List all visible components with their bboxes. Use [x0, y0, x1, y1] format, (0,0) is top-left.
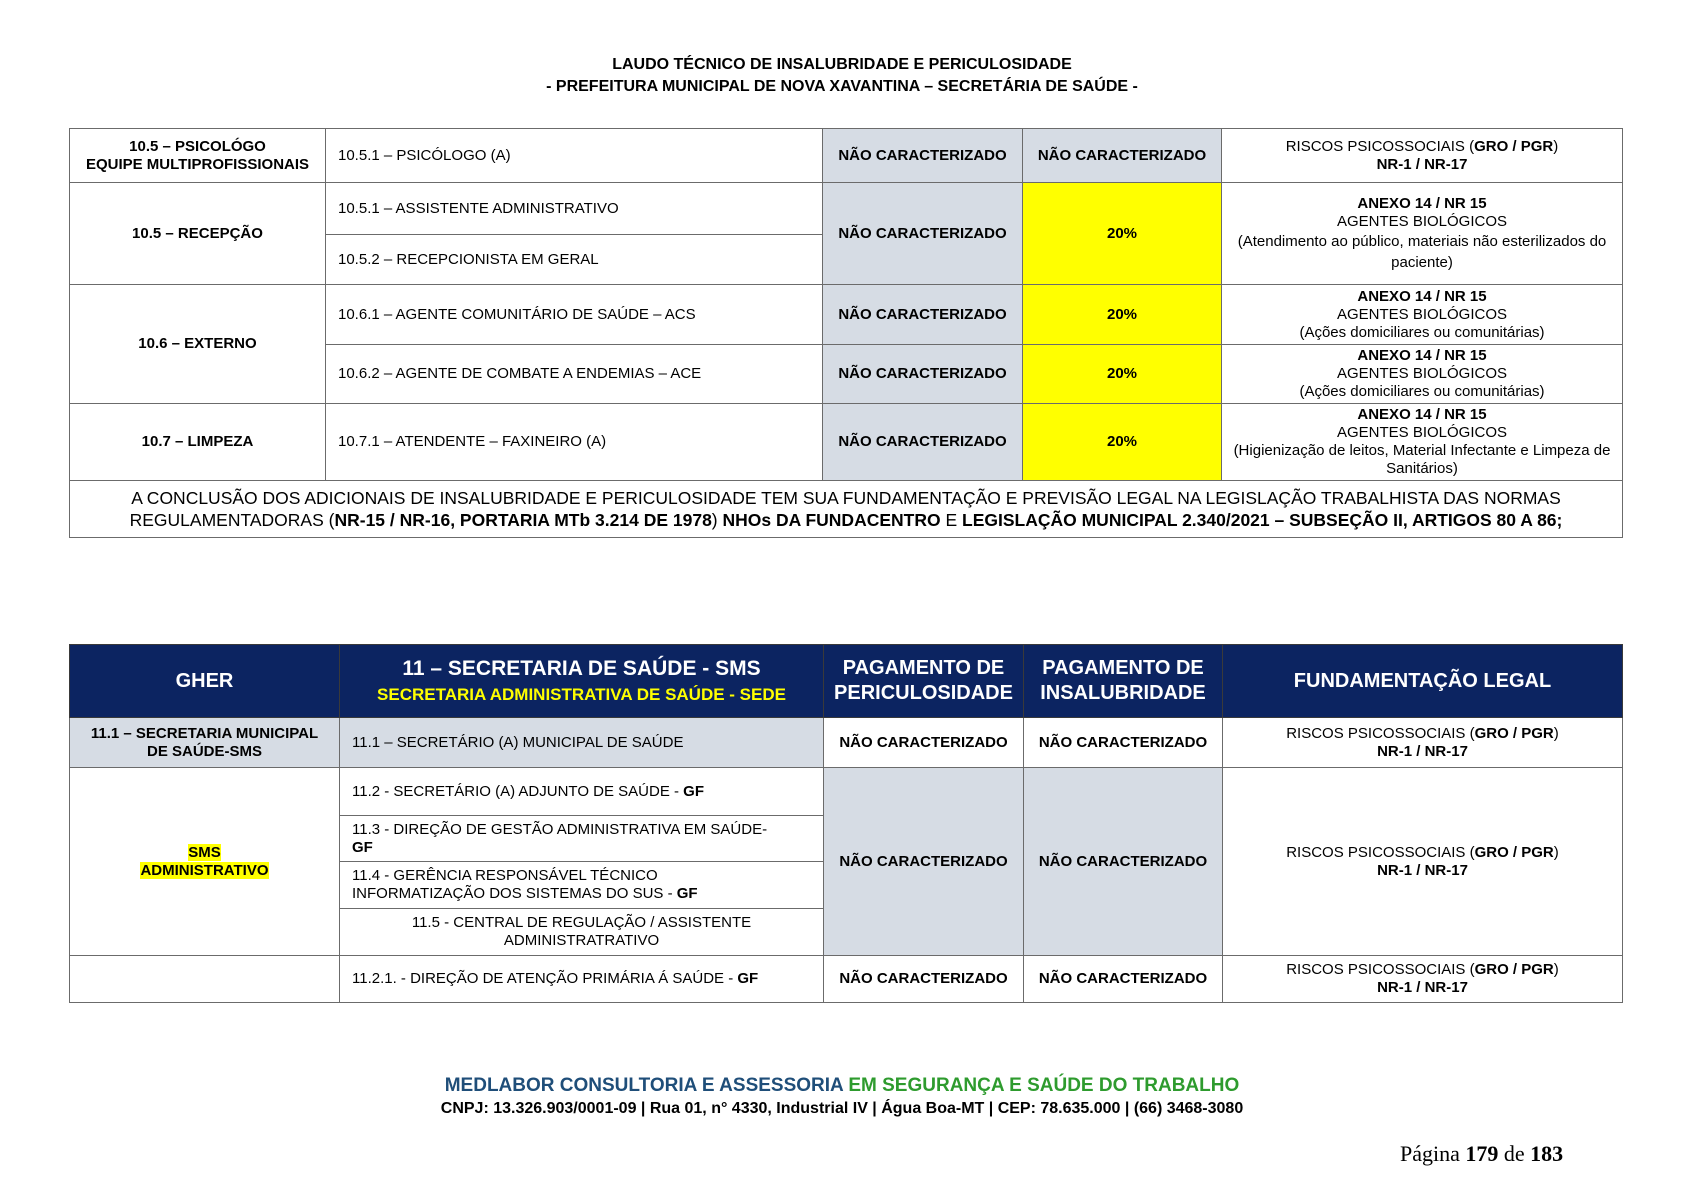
classification-table-11 [69, 644, 1623, 1003]
legal-text: ) [1553, 961, 1559, 978]
table-row [70, 129, 1623, 183]
group-cell-sms [70, 718, 340, 768]
job-cell [340, 768, 824, 816]
header-gher: GHER [70, 645, 340, 718]
table-row [70, 768, 1623, 816]
legal-text: AGENTES BIOLÓGICOS [1336, 365, 1508, 382]
job-text: INFORMATIZAÇÃO DOS SISTEMAS DO SUS - [352, 885, 677, 902]
job-text: GF [352, 838, 373, 856]
periculosidade-cell: NÃO CARACTERIZADO [823, 285, 1023, 345]
periculosidade-cell: NÃO CARACTERIZADO [823, 183, 1023, 285]
legal-text: NR-1 / NR-17 [1377, 979, 1468, 996]
legal-text: ) [1553, 843, 1559, 861]
document-subtitle: - PREFEITURA MUNICIPAL DE NOVA XAVANTINA – SECRETÁRIA DE SAÚDE - [546, 78, 1138, 95]
legal-text: GRO / PGR [1474, 137, 1554, 155]
page-number [1400, 1141, 1563, 1167]
insalubridade-cell: NÃO CARACTERIZADO [1024, 718, 1223, 768]
legal-text: (Ações domiciliares ou comunitárias) [1299, 383, 1545, 400]
job-text: GF [737, 970, 759, 987]
group-cell-externo: 10.6 – EXTERNO [70, 285, 326, 404]
conclusion-text: NR-15 / NR-16, PORTARIA MTb 3.214 DE 1978 [334, 510, 712, 530]
insalubridade-cell: 20% [1023, 345, 1222, 404]
header-label: PERICULOSIDADE [834, 682, 1013, 704]
periculosidade-cell: NÃO CARACTERIZADO [824, 718, 1024, 768]
conclusion-note [70, 481, 1623, 538]
header-periculosidade [824, 645, 1024, 718]
insalubridade-cell: 20% [1023, 285, 1222, 345]
legal-text: GRO / PGR [1474, 961, 1554, 978]
legal-text: ANEXO 14 / NR 15 [1357, 287, 1487, 305]
legal-text: GRO / PGR [1474, 843, 1554, 861]
classification-table-10 [69, 128, 1623, 538]
legal-text: GRO / PGR [1474, 724, 1554, 742]
job-cell: 11.5 - CENTRAL DE REGULAÇÃO / ASSISTENTE ADMINISTRATRATIVO [340, 909, 824, 956]
legal-text: AGENTES BIOLÓGICOS [1336, 212, 1508, 230]
group-label: SMS [188, 843, 221, 861]
header-insalubridade [1024, 645, 1223, 718]
footer-address: CNPJ: 13.326.903/0001-09 | Rua 01, n° 4330, Industrial IV | Água Boa-MT | CEP: 78.635.000 | (66) 3468-3080 [440, 1100, 1244, 1117]
group-label: ADMINISTRATIVO [140, 861, 269, 879]
legal-text: ANEXO 14 / NR 15 [1357, 406, 1487, 423]
job-text: 11.4 - GERÊNCIA RESPONSÁVEL TÉCNICO [352, 867, 658, 884]
header-secretaria [340, 645, 824, 718]
job-cell: 10.6.2 – AGENTE DE COMBATE A ENDEMIAS – ACE [326, 345, 823, 404]
conclusion-text: LEGISLAÇÃO MUNICIPAL 2.340/2021 – SUBSEÇÃO II, ARTIGOS 80 A 86; [962, 510, 1563, 530]
page-current: 179 [1465, 1141, 1499, 1166]
job-text: GF [683, 782, 705, 800]
job-text: GF [676, 885, 698, 902]
footer-company [0, 1075, 1684, 1097]
table-row [70, 481, 1623, 538]
group-label: DE SAÚDE-SMS [146, 742, 262, 760]
legal-basis-cell [1223, 768, 1623, 956]
legal-basis-cell [1222, 129, 1623, 183]
group-cell-limpeza: 10.7 – LIMPEZA [70, 404, 326, 481]
conclusion-text: A CONCLUSÃO DOS ADICIONAIS DE INSALUBRIDADE E PERICULOSIDADE TEM SUA FUNDAMENTAÇÃO E PREVISÃO LEGAL NA LEGISLAÇÃO TRABALHISTA DAS NORMAS REGULAMENTADORAS ( [129, 488, 1561, 530]
periculosidade-cell: NÃO CARACTERIZADO [823, 404, 1023, 481]
job-text: 11.2 - SECRETÁRIO (A) ADJUNTO DE SAÚDE - [352, 782, 684, 800]
table-header-row [70, 645, 1623, 718]
header-subtitle: SECRETARIA ADMINISTRATIVA DE SAÚDE - SEDE [377, 684, 786, 704]
job-cell [340, 816, 824, 862]
legal-text: (Atendimento ao público, materiais não esterilizados do paciente) [1237, 232, 1607, 271]
group-label: 10.5 – PSICOLÓGO [129, 137, 266, 155]
conclusion-text: NHOs DA FUNDACENTRO [722, 510, 941, 530]
insalubridade-cell: 20% [1023, 183, 1222, 285]
legal-text: RISCOS PSICOSSOCIAIS ( [1285, 137, 1475, 155]
job-cell [340, 956, 824, 1003]
conclusion-text: ) [711, 510, 723, 530]
conclusion-text: E [940, 510, 963, 530]
legal-text: AGENTES BIOLÓGICOS [1336, 424, 1508, 441]
footer-company-name: MEDLABOR CONSULTORIA E ASSESSORIA [444, 1075, 844, 1096]
legal-basis-cell [1223, 956, 1623, 1003]
job-cell: 10.5.2 – RECEPCIONISTA EM GERAL [326, 235, 823, 285]
periculosidade-cell: NÃO CARACTERIZADO [823, 345, 1023, 404]
header-label: PAGAMENTO DE [842, 657, 1005, 679]
group-label: 11.1 – SECRETARIA MUNICIPAL [90, 724, 319, 742]
table-row [70, 956, 1623, 1003]
page-total: 183 [1530, 1141, 1564, 1166]
job-cell: 11.1 – SECRETÁRIO (A) MUNICIPAL DE SAÚDE [340, 718, 824, 768]
job-cell: 10.6.1 – AGENTE COMUNITÁRIO DE SAÚDE – ACS [326, 285, 823, 345]
job-cell [340, 862, 824, 909]
header-fundamentacao: FUNDAMENTAÇÃO LEGAL [1223, 645, 1623, 718]
insalubridade-cell: NÃO CARACTERIZADO [1024, 956, 1223, 1003]
insalubridade-cell: NÃO CARACTERIZADO [1024, 768, 1223, 956]
header-label: PAGAMENTO DE [1042, 657, 1204, 679]
periculosidade-cell: NÃO CARACTERIZADO [824, 956, 1024, 1003]
table-row [70, 718, 1623, 768]
legal-text: RISCOS PSICOSSOCIAIS ( [1286, 843, 1475, 861]
document-title: LAUDO TÉCNICO DE INSALUBRIDADE E PERICULOSIDADE [612, 56, 1072, 73]
legal-text: AGENTES BIOLÓGICOS [1336, 305, 1508, 323]
table-row [70, 285, 1623, 345]
insalubridade-cell: 20% [1023, 404, 1222, 481]
insalubridade-cell: NÃO CARACTERIZADO [1023, 129, 1222, 183]
group-label: EQUIPE MULTIPROFISSIONAIS [85, 155, 310, 173]
legal-text: RISCOS PSICOSSOCIAIS ( [1286, 724, 1475, 742]
group-cell-empty [70, 956, 340, 1003]
job-cell: 10.7.1 – ATENDENTE – FAXINEIRO (A) [326, 404, 823, 481]
periculosidade-cell: NÃO CARACTERIZADO [824, 768, 1024, 956]
table-row [70, 404, 1623, 481]
legal-text: ANEXO 14 / NR 15 [1357, 194, 1487, 212]
header-title: 11 – SECRETARIA DE SAÚDE - SMS [402, 656, 761, 680]
table-row [70, 183, 1623, 235]
legal-basis-cell [1222, 404, 1623, 481]
job-cell: 10.5.1 – PSICÓLOGO (A) [326, 129, 823, 183]
legal-basis-cell [1222, 285, 1623, 345]
legal-basis-cell [1222, 345, 1623, 404]
footer-company-tagline: EM SEGURANÇA E SAÚDE DO TRABALHO [848, 1075, 1240, 1096]
group-cell-psicologo [70, 129, 326, 183]
header-label: INSALUBRIDADE [1040, 682, 1206, 704]
legal-text: NR-1 / NR-17 [1377, 861, 1468, 879]
job-cell: 10.5.1 – ASSISTENTE ADMINISTRATIVO [326, 183, 823, 235]
page-label: Página [1400, 1141, 1466, 1166]
legal-basis-cell [1223, 718, 1623, 768]
page-label: de [1498, 1141, 1531, 1166]
periculosidade-cell: NÃO CARACTERIZADO [823, 129, 1023, 183]
legal-text: ) [1553, 137, 1559, 155]
group-cell-recepcao: 10.5 – RECEPÇÃO [70, 183, 326, 285]
legal-text: NR-1 / NR-17 [1377, 742, 1468, 760]
legal-text: (Higienização de leitos, Material Infectante e Limpeza de Sanitários) [1233, 442, 1611, 477]
job-text: 11.3 - DIREÇÃO DE GESTÃO ADMINISTRATIVA EM SAÚDE- [352, 820, 768, 838]
legal-text: (Ações domiciliares ou comunitárias) [1299, 323, 1545, 341]
legal-text: ANEXO 14 / NR 15 [1357, 347, 1487, 364]
legal-text: RISCOS PSICOSSOCIAIS ( [1286, 961, 1475, 978]
legal-text: NR-1 / NR-17 [1376, 155, 1468, 173]
legal-text: ) [1553, 724, 1559, 742]
legal-basis-cell [1222, 183, 1623, 285]
group-cell-sms-administrativo [70, 768, 340, 956]
job-text: 11.2.1. - DIREÇÃO DE ATENÇÃO PRIMÁRIA Á SAÚDE - [352, 970, 738, 987]
